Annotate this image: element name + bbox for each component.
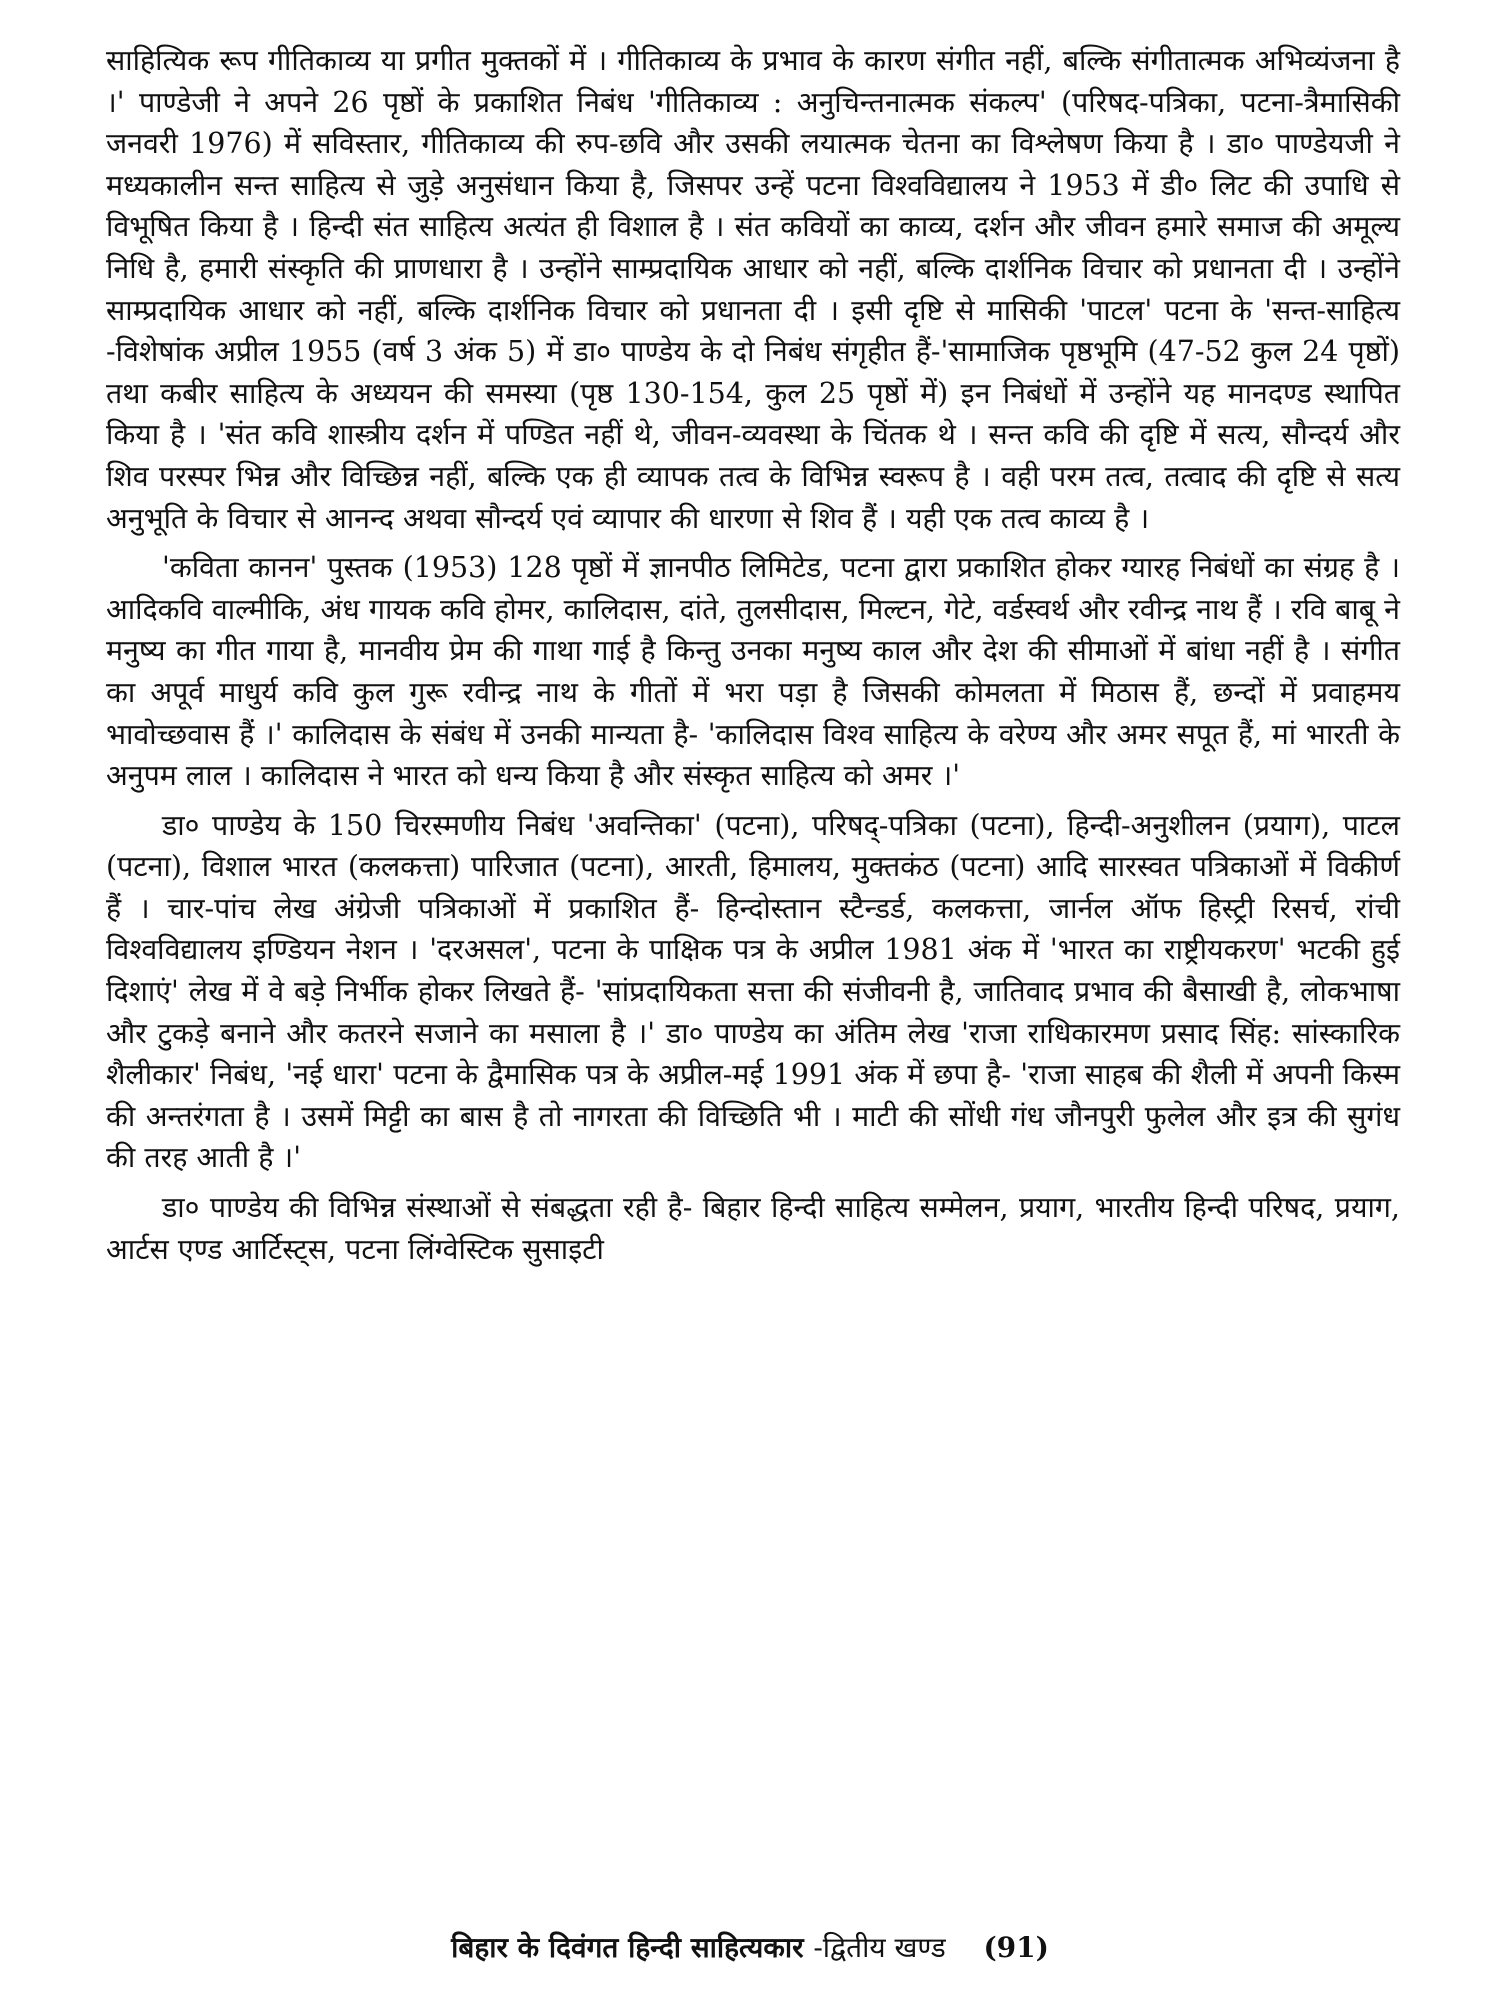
paragraph-kavita-kanan: 'कविता कानन' पुस्तक (1953) 128 पृष्ठों में ज्ञानपीठ लिमिटेड, पटना द्वारा प्रकाशित होकर ग्यारह निबंधों का संग्रह है । आदिकवि वाल्मीकि, अंध गायक कवि होमर, कालिदास, दांते, तुलसीदास, मिल्टन, गेटे, वर्डस्वर्थ और रवीन्द्र नाथ हैं । रवि बाबू ने मनुष्य का गीत गाया है, मानवीय प्रेम की गाथा गाई है किन्तु उनका मनुष्य काल और देश की सीमाओं में बांधा नहीं है । संगीत का अपूर्व माधुर्य कवि कुल गुरू रवीन्द्र नाथ के गीतों में भरा पड़ा है जिसकी कोमलता में मिठास हैं, छन्दों में प्रवाहमय भावोच्छवास हैं ।' कालिदास के संबंध में उनकी मान्यता है- 'कालिदास विश्व साहित्य के वरेण्य और अमर सपूत हैं, मां भारती के अनुपम लाल । कालिदास ने भारत को धन्य किया है और संस्कृत साहित्य को अमर ।': [106, 551, 1400, 793]
page-footer: [0, 1928, 1500, 1968]
paragraph-sanstha: डा० पाण्डेय की विभिन्न संस्थाओं से संबद्धता रही है- बिहार हिन्दी साहित्य सम्मेलन, प्रयाग, भारतीय हिन्दी परिषद, प्रयाग, आर्टस एण्ड आर्टिस्ट्स, पटना लिंग्वेस्टिक सुसाइटी: [106, 1191, 1400, 1266]
paragraph-nibandh-list: डा० पाण्डेय के 150 चिरस्मणीय निबंध 'अवन्तिका' (पटना), परिषद्-पत्रिका (पटना), हिन्दी-अनुशीलन (प्रयाग), पाटल (पटना), विशाल भारत (कलकत्ता) पारिजात (पटना), आरती, हिमालय, मुक्तकंठ (पटना) आदि सारस्वत पत्रिकाओं में विकीर्ण हैं । चार-पांच लेख अंग्रेजी पत्रिकाओं में प्रकाशित हैं- हिन्दोस्तान स्टैन्डर्ड, कलकत्ता, जार्नल ऑफ हिस्ट्री रिसर्च, रांची विश्वविद्यालय इण्डियन नेशन । 'दरअसल', पटना के पाक्षिक पत्र के अप्रील 1981 अंक में 'भारत का राष्ट्रीयकरण' भटकी हुई दिशाएं' लेख में वे बड़े निर्भीक होकर लिखते हैं- 'सांप्रदायिकता सत्ता की संजीवनी है, जातिवाद प्रभाव की बैसाखी है, लोकभाषा और टुकड़े बनाने और कतरने सजाने का मसाला है ।' डा० पाण्डेय का अंतिम लेख 'राजा राधिकारमण प्रसाद सिंह: सांस्कारिक शैलीकार' निबंध, 'नई धारा' पटना के द्वैमासिक पत्र के अप्रील-मई 1991 अंक में छपा है- 'राजा साहब की शैली में अपनी किस्म की अन्तरंगता है । उसमें मिट्टी का बास है तो नागरता की विच्छिति भी । माटी की सोंधी गंध जौनपुरी फुलेल और इत्र की सुगंध की तरह आती है ।': [106, 808, 1400, 1175]
page-body: [106, 40, 1400, 1930]
footer-book-title: बिहार के दिवंगत हिन्दी साहित्यकार: [451, 1931, 804, 1964]
paragraph-gitikavya: साहित्यिक रूप गीतिकाव्य या प्रगीत मुक्तकों में । गीतिकाव्य के प्रभाव के कारण संगीत नहीं, बल्कि संगीतात्मक अभिव्यंजना है ।' पाण्डेजी ने अपने 26 पृष्ठों के प्रकाशित निबंध 'गीतिकाव्य : अनुचिन्तनात्मक संकल्प' (परिषद-पत्रिका, पटना-त्रैमासिकी जनवरी 1976) में सविस्तार, गीतिकाव्य की रुप-छवि और उसकी लयात्मक चेतना का विश्लेषण किया है । डा० पाण्डेयजी ने मध्यकालीन सन्त साहित्य से जुड़े अनुसंधान किया है, जिसपर उन्हें पटना विश्वविद्यालय ने 1953 में डी० लिट की उपाधि से विभूषित किया है । हिन्दी संत साहित्य अत्यंत ही विशाल है । संत कवियों का काव्य, दर्शन और जीवन हमारे समाज की अमूल्य निधि है, हमारी संस्कृति की प्राणधारा है । उन्होंने साम्प्रदायिक आधार को नहीं, बल्कि दार्शनिक विचार को प्रधानता दी । उन्होंने साम्प्रदायिक आधार को नहीं, बल्कि दार्शनिक विचार को प्रधानता दी । इसी दृष्टि से मासिकी 'पाटल' पटना के 'सन्त-साहित्य -विशेषांक अप्रील 1955 (वर्ष 3 अंक 5) में डा० पाण्डेय के दो निबंध संगृहीत हैं-'सामाजिक पृष्ठभूमि (47-52 कुल 24 पृष्ठों) तथा कबीर साहित्य के अध्ययन की समस्या (पृष्ठ 130-154, कुल 25 पृष्ठों में) इन निबंधों में उन्होंने यह मानदण्ड स्थापित किया है । 'संत कवि शास्त्रीय दर्शन में पण्डित नहीं थे, जीवन-व्यवस्था के चिंतक थे । सन्त कवि की दृष्टि में सत्य, सौन्दर्य और शिव परस्पर भिन्न और विच्छिन्न नहीं, बल्कि एक ही व्यापक तत्व के विभिन्न स्वरूप है । वही परम तत्व, तत्वाद की दृष्टि से सत्य अनुभूति के विचार से आनन्द अथवा सौन्दर्य एवं व्यापार की धारणा से शिव हैं । यही एक तत्व काव्य है ।: [106, 44, 1400, 535]
footer-volume: -द्वितीय खण्ड: [813, 1931, 946, 1964]
page-number: (91): [983, 1931, 1049, 1964]
